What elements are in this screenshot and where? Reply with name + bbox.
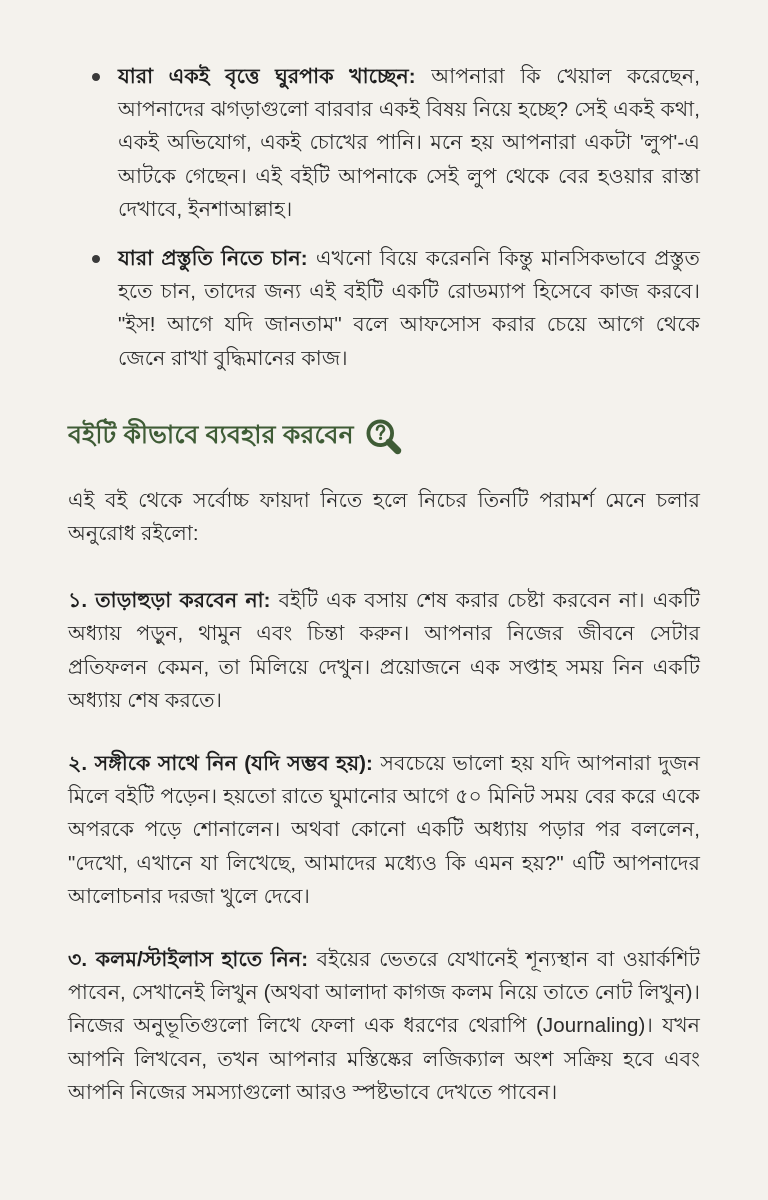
section-intro-paragraph: এই বই থেকে সর্বোচ্চ ফায়দা নিতে হলে নিচের তিনটি পরামর্শ মেনে চলার অনুরোধ রইলো: bbox=[68, 488, 700, 546]
bullet-lead-in: যারা প্রস্তুতি নিতে চান: bbox=[118, 247, 308, 271]
bullet-lead-in: যারা একই বৃত্তে ঘুরপাক খাচ্ছেন: bbox=[118, 65, 416, 88]
section-heading bbox=[68, 415, 700, 458]
tip-body-1: বইটি এক বসায় শেষ করার চেষ্টা করবেন না। একটি অধ্যায় পড়ুন, থামুন এবং চিন্তা করুন। আপনার নিজের জীবনে সেটার প্রতিফলন কেমন, তা মিলিয়ে দেখুন। প্রয়োজনে এক সপ্তাহ সময় নিন একটি অধ্যায় শেষ করতে। bbox=[68, 589, 700, 712]
tip-body-2: সবচেয়ে ভালো হয় যদি আপনারা দুজন মিলে বইটি পড়েন। হয়তো রাতে ঘুমানোর আগে ৫০ মিনিট সময় বের করে একে অপরকে পড়ে শোনালেন। অথবা কোনো একটি অধ্যায় পড়ার পর বললেন, "দেখো, এখানে যা লিখেছে, আমাদের মধ্যেও কি এমন হয়?" এটি আপনাদের আলোচনার দরজা খুলে দেবে। bbox=[68, 752, 700, 908]
tip-body-3: বইয়ের ভেতরে যেখানেই শূন্যস্থান বা ওয়ার্কশিট পাবেন, সেখানেই লিখুন (অথবা আলাদা কাগজ কলম নিয়ে তাতে নোট লিখুন)। নিজের অনুভূতিগুলো লিখে ফেলা এক ধরণের থেরাপি (Journaling)। যখন আপনি লিখবেন, তখন আপনার মস্তিষ্কের লজিক্যাল অংশ সক্রিয় হবে এবং আপনি নিজের সমস্যাগুলো আরও স্পষ্টভাবে দেখতে পাবেন। bbox=[68, 948, 700, 1104]
tip-paragraph-1 bbox=[68, 584, 700, 717]
magnifier-question-icon bbox=[364, 417, 404, 457]
list-item bbox=[68, 60, 700, 226]
tip-paragraph-3 bbox=[68, 943, 700, 1109]
tip-lead-in-3: ৩. কলম/স্টাইলাস হাতে নিন: bbox=[68, 948, 309, 972]
bullet-body-text: আপনারা কি খেয়াল করেছেন, আপনাদের ঝগড়াগুলো বারবার একই বিষয় নিয়ে হচ্ছে? সেই একই কথা, একই অভিযোগ, একই চোখের পানি। মনে হয় আপনারা একটা 'লুপ'-এ আটকে গেছেন। এই বইটি আপনাকে সেই লুপ থেকে বের হওয়ার রাস্তা দেখাবে, ইনশাআল্লাহ। bbox=[118, 65, 700, 221]
tip-paragraph-2 bbox=[68, 747, 700, 913]
tip-lead-in-1: ১. তাড়াহুড়া করবেন না: bbox=[68, 589, 271, 613]
section-heading-text: বইটি কীভাবে ব্যবহার করবেন bbox=[68, 420, 354, 449]
bullet-body-text: এখনো বিয়ে করেননি কিন্তু মানসিকভাবে প্রস্তুত হতে চান, তাদের জন্য এই বইটি একটি রোডম্যাপ হিসেবে কাজ করবে। "ইস! আগে যদি জানতাম" বলে আফসোস করার চেয়ে আগে থেকে জেনে রাখা বুদ্ধিমানের কাজ। bbox=[118, 247, 700, 370]
audience-bullet-list bbox=[68, 60, 700, 375]
bullet-dot-icon bbox=[92, 73, 100, 81]
bullet-dot-icon bbox=[92, 255, 100, 263]
list-item bbox=[68, 242, 700, 375]
tip-lead-in-2: ২. সঙ্গীকে সাথে নিন (যদি সম্ভব হয়): bbox=[68, 752, 373, 776]
